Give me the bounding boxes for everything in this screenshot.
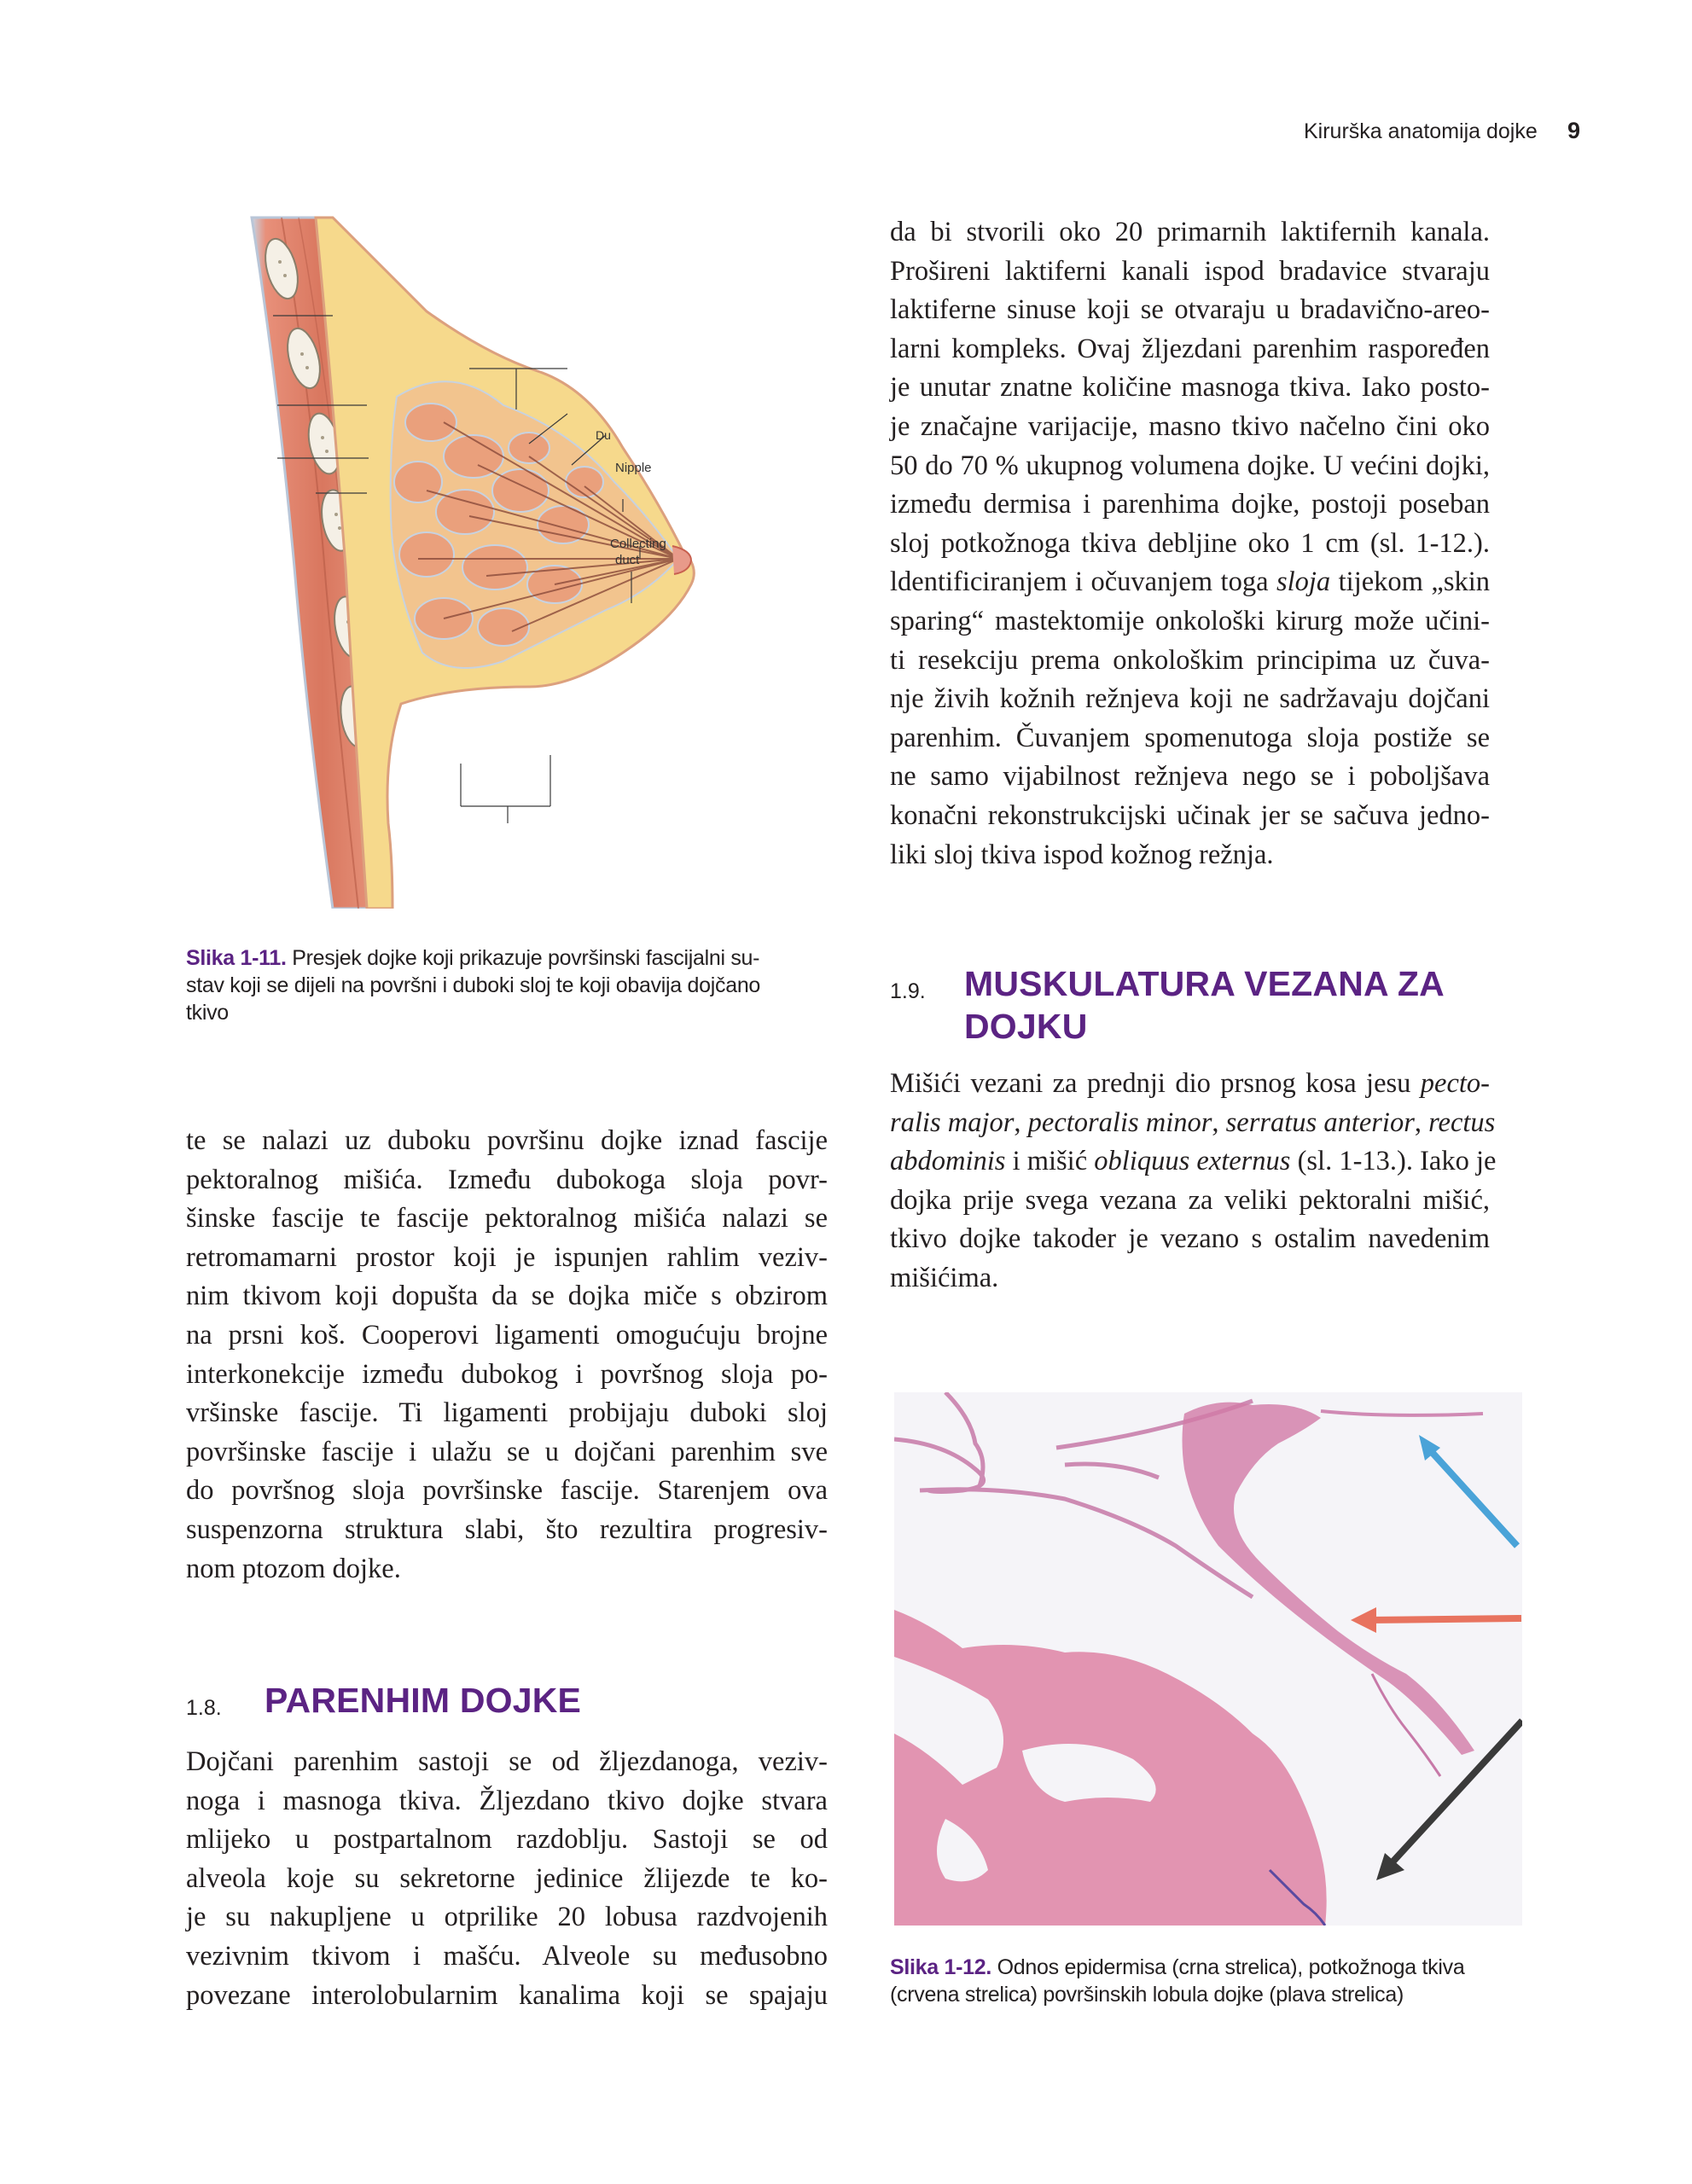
label-collecting-duct-line1: Collecting <box>610 537 666 551</box>
caption-label: Slika 1-11. <box>186 946 287 970</box>
section-1-8-title: PARENHIM DOJKE <box>265 1681 582 1720</box>
figure-breast-cross-section <box>247 209 802 909</box>
breast-anatomy-illustration <box>247 209 802 909</box>
paragraph-breast-parenchyma: Dojčani parenhim sastoji se od žljezdanoga, veziv- noga i masnoga tkiva. Žljezdano tkivo dojke stvara mlijeko u postpartalnom razdoblju. Sastoji se od alveola koje su sekretorne jedinice žlijezde te ko- je su nakupljene u otprilike 20 lobusa razdvojenih vezivnim tkivom i mašću. Alveole su međusobno povezane interolobularnim kanalima koji se spajaju <box>186 1746 828 2011</box>
section-1-8-number: 1.8. <box>186 1696 222 1720</box>
figure-1-12-caption: Slika 1-12. Odnos epidermisa (crna strelica), potkožnoga tkiva (crvena strelica) površinskih lobula dojke (plava strelica) <box>890 1955 1465 2007</box>
histology-micrograph <box>894 1392 1522 1926</box>
section-1-9-title: MUSKULATURA VEZANA ZA DOJKU <box>964 964 1445 1046</box>
label-collecting-duct-line2: duct <box>615 553 640 567</box>
paragraph-lactiferous-ducts: da bi stvorili oko 20 primarnih laktifernih kanala. Prošireni laktiferni kanali ispod bradavice stvaraju laktiferne sinuse koji se otvaraju u bradavično-areo- larni kompleks. Ovaj žljezdani parenhim raspoređen je unutar znatne količine masnoga tkiva. Iako posto- je značajne varijacije, masno tkivo načelno čini oko 50 do 70 % ukupnog volumena dojke. U većini dojki, između dermisa i parenhima dojke, postoji poseban sloj potkožnoga tkiva debljine oko 1 cm (sl. 1-12.). ldentificiranjem i očuvanjem toga sloja tijekom „skin sparing“ mastektomije onkološki kirurg može učini- ti resekciju prema onkološkim principima uz čuva- nje živih kožnih režnjeva koji ne sadržavaju dojčani parenhim. Čuvanjem spomenutoga sloja postiže se ne samo vijabilnost režnjeva nego se i poboljšava konačni rekonstrukcijski učinak jer se sačuva jedno- liki sloj tkiva ispod kožnog režnja. <box>890 217 1490 870</box>
label-nipple: Nipple <box>615 461 652 475</box>
paragraph-musculature: Mišići vezani za prednji dio prsnog kosa jesu pecto- ralis major, pectoralis minor, serratus anterior, rectus abdominis i mišić obliquus externus (sl. 1-13.). Iako je dojka prije svega vezana za veliki pektoralni mišić, tkivo dojke takoder je vezano s ostalim navedenim mišićima. <box>890 1068 1497 1293</box>
figure-histology <box>894 1392 1522 1926</box>
label-du: Du <box>596 428 611 442</box>
paragraph-retromammary-space: te se nalazi uz duboku površinu dojke iznad fascije pektoralnog mišića. Između dubokoga sloja povr- šinske fascije te fascije pektoralnog mišića nalazi se retromamarni prostor koji je ispunjen rahlim veziv- nim tkivom koji dopušta da se dojka miče s obzirom na prsni koš. Cooperovi ligamenti omogućuju brojne interkonekcije između dubokog i površnog sloja po- vršinske fascije. Ti ligamenti probijaju duboki sloj površinske fascije i ulažu se u dojčani parenhim sve do površnog sloja površinske fascije. Starenjem ova suspenzorna struktura slabi, što rezultira progresiv- nom ptozom dojke. <box>186 1125 828 1584</box>
section-1-9-number: 1.9. <box>890 979 926 1003</box>
page-number: 9 <box>1567 118 1581 143</box>
figure-1-11-caption: Slika 1-11. Presjek dojke koji prikazuje površinski fascijalni su- stav koji se dijeli na površni i duboki sloj te koji obavija dojčano tkivo <box>186 946 761 1025</box>
caption-label: Slika 1-12. <box>890 1955 992 1979</box>
running-header-title: Kirurška anatomija dojke <box>1304 119 1538 143</box>
